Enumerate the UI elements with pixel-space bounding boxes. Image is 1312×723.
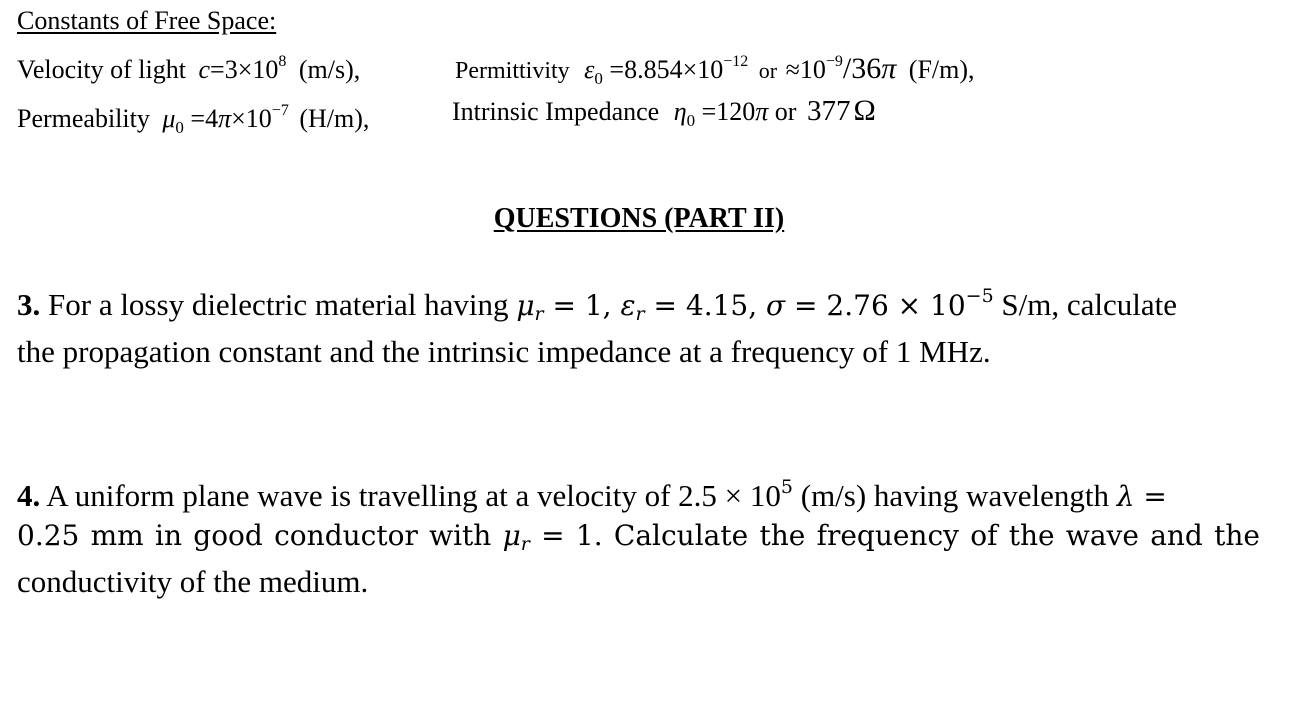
question-4-text-d: = 1. Calculate the frequency of the wave and the <box>529 519 1260 552</box>
question-4-line-2 <box>17 516 1260 563</box>
question-3-line-2: the propagation constant and the intrinsic impedance at a frequency of 1 MHz. <box>17 334 991 369</box>
velocity-value: =3×10 <box>210 55 279 84</box>
mu-symbol: μ <box>516 289 535 322</box>
velocity-of-light <box>17 47 360 85</box>
permeability-unit: (H/m), <box>299 104 370 133</box>
velocity-exponent-q4: 5 <box>780 476 793 498</box>
permeability-symbol: μ <box>162 104 176 133</box>
permittivity-approx-exponent: −9 <box>825 53 843 70</box>
permittivity <box>455 47 975 94</box>
lambda-equals: = <box>1134 480 1167 513</box>
impedance-subscript: 0 <box>686 111 696 130</box>
question-3-text-a: For a lossy dielectric material having <box>48 287 517 322</box>
permittivity-value: =8.854×10 <box>609 55 724 84</box>
question-3 <box>17 277 1260 371</box>
permeability-times: ×10 <box>231 104 272 133</box>
questions-heading <box>0 203 1278 235</box>
questions-heading-text: QUESTIONS (PART II) <box>493 203 785 234</box>
permittivity-approx: ≈10 <box>785 55 826 84</box>
permeability-label: Permeability <box>17 104 150 133</box>
velocity-label: Velocity of light <box>17 55 186 84</box>
permittivity-label: Permittivity <box>455 58 570 84</box>
sigma-exponent: −5 <box>965 285 994 307</box>
question-4-text-a: A uniform plane wave is travelling at a velocity of 2.5 × 10 <box>46 478 781 513</box>
question-4-number: 4. <box>17 478 41 513</box>
permeability-pi: π <box>218 104 232 133</box>
question-4-text-c: 0.25 mm in good conductor with <box>17 519 503 552</box>
question-3-line-1 <box>17 277 1260 333</box>
permittivity-denominator: /36 <box>842 52 882 85</box>
permeability-value: =4 <box>190 104 219 133</box>
constants-heading: Constants of Free Space: <box>17 6 277 35</box>
velocity-unit: (m/s), <box>298 55 361 84</box>
mu-subscript: r <box>534 303 544 325</box>
permittivity-or: or <box>758 58 778 83</box>
impedance-value: =120 <box>701 97 756 126</box>
question-4-text-b: (m/s) having wavelength <box>793 478 1117 513</box>
velocity-exponent: 8 <box>278 53 287 70</box>
sigma-value: = 2.76 × 10 <box>785 289 966 322</box>
sigma-symbol: σ <box>766 289 786 322</box>
epsilon-subscript: r <box>635 303 645 325</box>
impedance-or: or <box>774 97 797 126</box>
permittivity-subscript: 0 <box>594 69 603 88</box>
mu-symbol-q4: μ <box>502 519 521 552</box>
permittivity-unit: (F/m), <box>908 55 975 84</box>
impedance-label: Intrinsic Impedance <box>452 97 660 126</box>
question-3-text-b: S/m, calculate <box>993 287 1178 322</box>
lambda-symbol: λ <box>1116 480 1135 513</box>
mu-value: = 1, <box>543 289 621 322</box>
permeability <box>17 96 369 143</box>
permittivity-pi: π <box>881 52 897 85</box>
epsilon-value: = 4.15, <box>644 289 767 322</box>
permittivity-exponent: −12 <box>723 53 749 70</box>
question-4-line-1 <box>17 468 1260 516</box>
impedance-pi: π <box>755 97 769 126</box>
impedance-symbol: η <box>673 97 687 126</box>
question-3-number: 3. <box>17 287 41 322</box>
question-4-line-3: conductivity of the medium. <box>17 564 369 599</box>
permittivity-symbol: ε <box>584 55 595 84</box>
impedance-ohm-value: 377 <box>806 95 851 127</box>
question-4 <box>17 468 1260 601</box>
mu-subscript-q4: r <box>520 533 530 555</box>
permeability-subscript: 0 <box>175 118 184 137</box>
epsilon-symbol: ε <box>620 289 636 322</box>
intrinsic-impedance <box>452 96 876 136</box>
permeability-exponent: −7 <box>271 102 289 119</box>
velocity-symbol: c <box>198 55 211 84</box>
ohm-symbol: Ω <box>853 94 876 127</box>
